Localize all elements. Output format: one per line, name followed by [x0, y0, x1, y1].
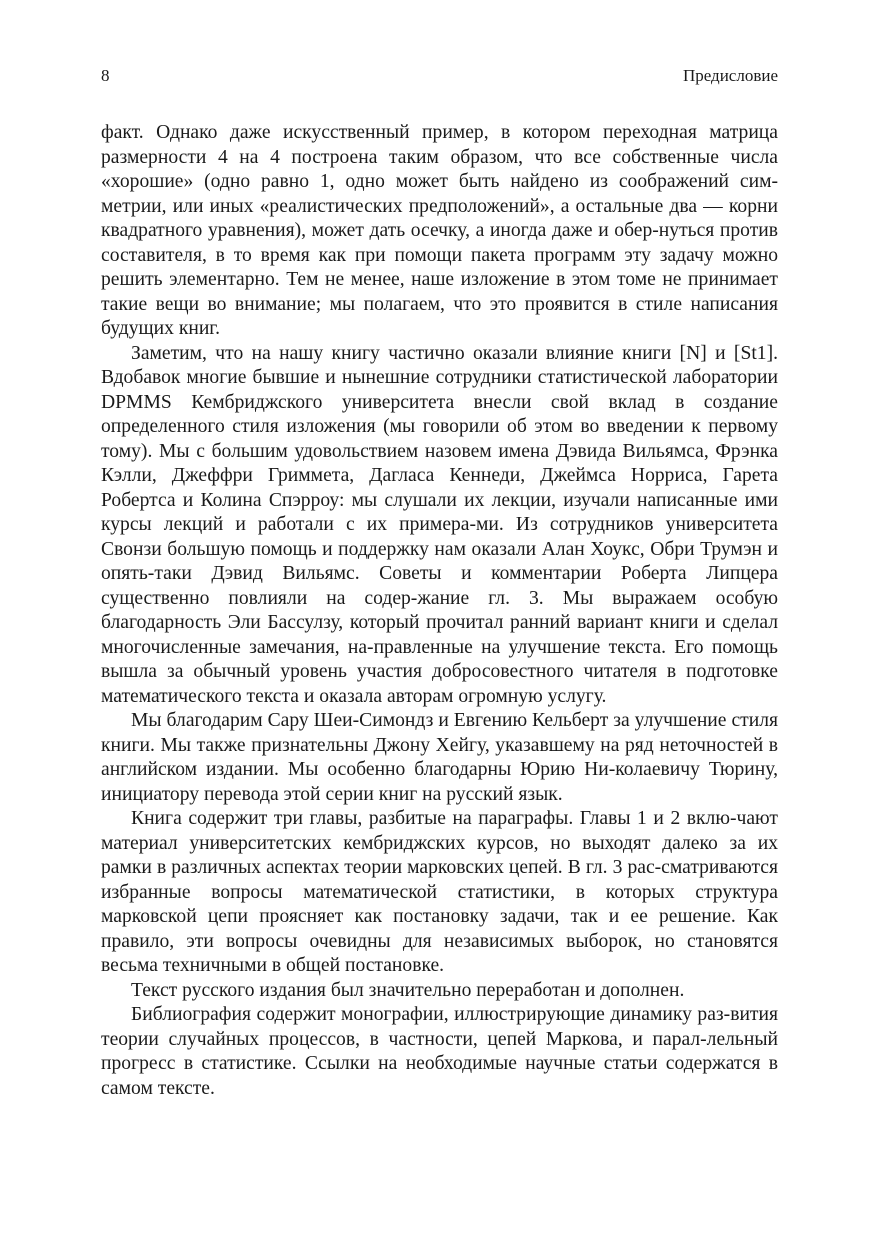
body-text [101, 121, 778, 1101]
paragraph-continuation: факт. Однако даже искусственный пример, в котором переходная матрица размерности 4 на 4 построена таким образом, что все собственные числа «хорошие» (одно равно 1, одно может быть найдено из соображений сим-метрии, или иных «реалистических предположений», а остальные два — корни квадратного уравнения), может дать осечку, а иногда даже и обер-нуться против составителя, в то время как при помощи пакета программ эту задачу можно решить элементарно. Тем не менее, наше изложение в этом томе не принимает такие вещи во внимание; мы полагаем, что это проявится в стиле написания будущих книг. [101, 122, 778, 339]
paragraph-book-structure: Книга содержит три главы, разбитые на параграфы. Главы 1 и 2 вклю-чают материал университетских кембриджских курсов, но выходят далеко за их рамки в различных аспектах теории марковских цепей. В гл. 3 рас-сматриваются избранные вопросы математической статистики, в которых структура марковской цепи проясняет как постановку задачи, так и ее решение. Как правило, эти вопросы очевидны для независимых выборок, но становятся весьма техничными в общей постановке. [101, 808, 778, 976]
paragraph-bibliography: Библиография содержит монографии, иллюстрирующие динамику раз-вития теории случайных процессов, в частности, цепей Маркова, и парал-лельный прогресс в статистике. Ссылки на необходимые научные статьи содержатся в самом тексте. [101, 1004, 778, 1099]
section-title: Предисловие [682, 66, 778, 85]
paragraph-influences-acknowledgements: Заметим, что на нашу книгу частично оказали влияние книги [N] и [St1]. Вдобавок многие бывшие и нынешние сотрудники статистической лаборатории DPMMS Кембриджского университета внесли свой вклад в создание определенного стиля изложения (мы говорили об этом во введении к первому тому). Мы с большим удовольствием назовем имена Дэвида Вильямса, Фрэнка Кэлли, Джеффри Гриммета, Дагласа Кеннеди, Джеймса Норриса, Гарета Робертса и Колина Спэрроу: мы слушали их лекции, изучали написанные ими курсы лекций и работали с их примера-ми. Из сотрудников университета Свонзи большую помощь и поддержку нам оказали Алан Хоукс, Обри Трумэн и опять-таки Дэвид Вильямс. Советы и комментарии Роберта Липцера существенно повлияли на содер-жание гл. 3. Мы выражаем особую благодарность Эли Бассулзу, который прочитал ранний вариант книги и сделал многочисленные замечания, на-правленные на улучшение текста. Его помощь вышла за обычный уровень участия добросовестного читателя в подготовке математического текста и оказала авторам огромную услугу. [101, 342, 778, 707]
paragraph-russian-edition: Текст русского издания был значительно переработан и дополнен. [131, 979, 685, 1001]
page-number: 8 [101, 66, 110, 85]
running-head [101, 66, 778, 90]
paragraph-thanks: Мы благодарим Сару Шеи-Симондз и Евгению Кельберт за улучшение стиля книги. Мы также признательны Джону Хейгу, указавшему на ряд неточностей в английском издании. Мы особенно благодарны Юрию Ни-колаевичу Тюрину, инициатору перевода этой серии книг на русский язык. [101, 710, 778, 805]
